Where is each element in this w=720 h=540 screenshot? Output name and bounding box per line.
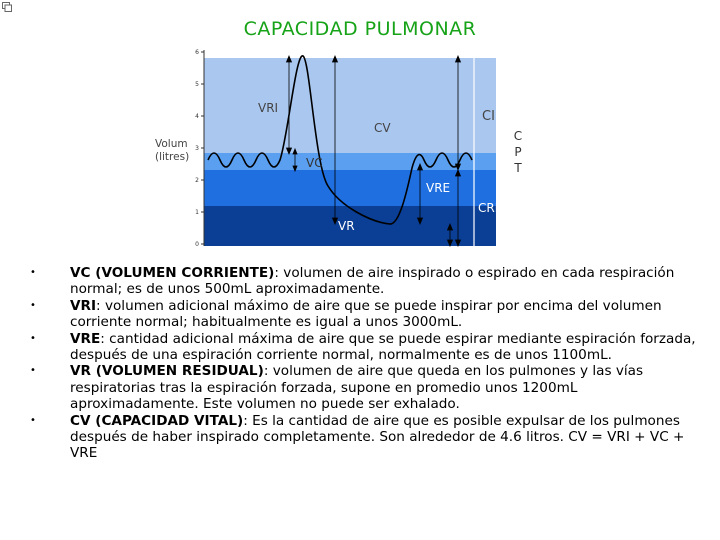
lung-capacity-diagram bbox=[150, 46, 550, 248]
bullet-dot: • bbox=[30, 299, 36, 311]
definition-text: : volumen de aire inspirado o espirado en cada respiración normal; es de unos 500mL aproximadamente. bbox=[70, 265, 675, 298]
bullet-dot: • bbox=[30, 414, 36, 426]
label-crf: CRF bbox=[478, 201, 502, 215]
label-cpt-p: P bbox=[514, 145, 522, 159]
y-tick-label-3: 3 bbox=[195, 145, 199, 152]
page-title: CAPACIDAD PULMONAR bbox=[243, 18, 477, 40]
bullet-dot: • bbox=[30, 365, 36, 377]
list-item bbox=[28, 265, 708, 298]
y-axis-label-line2: (litres) bbox=[155, 151, 190, 163]
list-item bbox=[28, 331, 708, 364]
definition-term: VR (VOLUMEN RESIDUAL) bbox=[70, 363, 264, 380]
definition-term: VRE bbox=[70, 330, 101, 347]
bullet-dot: • bbox=[30, 332, 36, 344]
definition-term: VRI bbox=[70, 297, 97, 314]
definition-text: : Es la cantidad de aire que es posible expulsar de los pulmones después de haber inspirado completamente. Son alrededor de 4.6 litros. CV = VRI + VC + VRE bbox=[70, 412, 685, 462]
bullet-dot: • bbox=[30, 267, 36, 278]
zone-stripe bbox=[204, 153, 496, 170]
list-item bbox=[28, 298, 708, 331]
label-vc: VC bbox=[306, 156, 323, 170]
list-item bbox=[28, 413, 708, 462]
y-tick-label-2: 2 bbox=[195, 177, 199, 184]
label-cpt-c: C bbox=[513, 129, 523, 143]
label-cpt-t: T bbox=[514, 161, 522, 175]
window-icon bbox=[2, 2, 12, 12]
list-item bbox=[28, 363, 708, 412]
y-tick-label-5: 5 bbox=[195, 81, 199, 88]
label-vre: VRE bbox=[426, 181, 451, 195]
label-ci: CI bbox=[482, 109, 495, 124]
definition-term: VC (VOLUMEN CORRIENTE) bbox=[70, 265, 275, 281]
y-tick-label-6: 6 bbox=[195, 49, 199, 56]
y-tick-label-1: 1 bbox=[195, 209, 199, 216]
label-vr: VR bbox=[338, 219, 355, 233]
y-axis-label-line1: Volum bbox=[155, 138, 188, 150]
zone-mid bbox=[204, 170, 496, 206]
definition-text: : volumen adicional máximo de aire que se puede inspirar por encima del volumen corriente normal; habitualmente es igual a unos 3000mL. bbox=[70, 297, 662, 331]
definition-text: : cantidad adicional máxima de aire que se puede espirar mediante espiración forzada, después de una espiración corriente normal, normalmente es de unos 1100mL. bbox=[70, 330, 696, 364]
definitions-list bbox=[28, 265, 708, 462]
label-vri: VRI bbox=[258, 101, 279, 115]
label-cv: CV bbox=[374, 121, 391, 135]
definition-text: : volumen de aire que queda en los pulmones y las vías respiratorias tras la espiración forzada, supone en promedio unos 1200mL aproximadamente. Este volumen no puede ser exhalado. bbox=[70, 363, 644, 413]
definition-term: CV (CAPACIDAD VITAL) bbox=[70, 412, 244, 429]
y-tick-label-0: 0 bbox=[195, 241, 199, 248]
y-tick-label-4: 4 bbox=[195, 113, 199, 120]
